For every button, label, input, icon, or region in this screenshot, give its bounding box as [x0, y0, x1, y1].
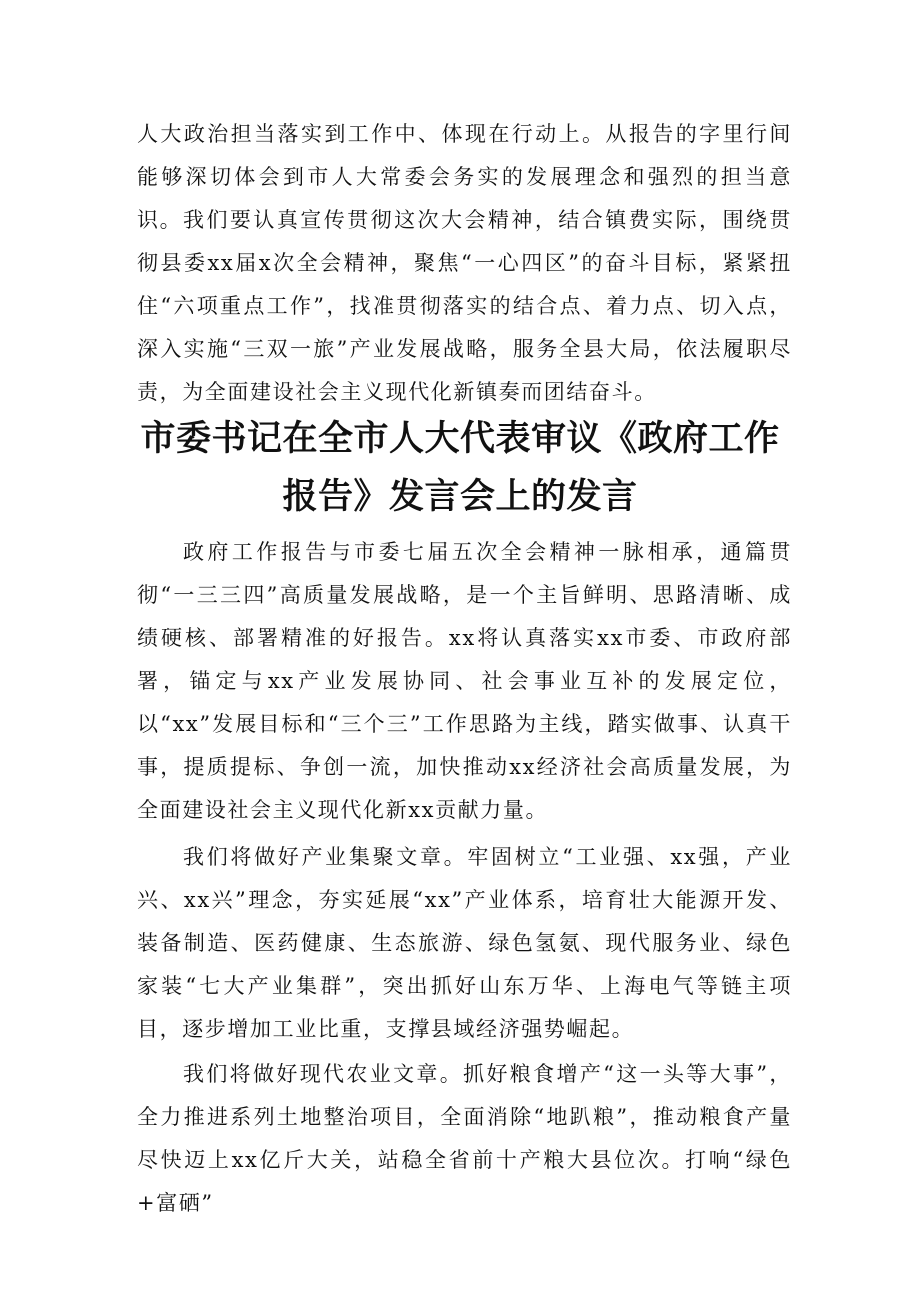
title-line-2: 报告》发言会上的发言	[282, 477, 638, 517]
title-line-1: 市委书记在全市人大代表审议《政府工作	[140, 419, 780, 459]
body-paragraph-2: 我们将做好产业集聚文章。牢固树立“工业强、xx强，产业兴、xx兴”理念，夯实延展“xx”产业体系，培育壮大能源开发、装备制造、医药健康、生态旅游、绿色氢氨、现代服务业、绿色家装“七大产业集群”，突出抓好山东万华、上海电气等链主项目，逐步增加工业比重，支撑县域经济强势崛起。	[137, 845, 792, 1041]
body-paragraph-1: 政府工作报告与市委七届五次全会精神一脉相承，通篇贯彻“一三三四”高质量发展战略，是一个主旨鲜明、思路清晰、成绩硬核、部署精准的好报告。xx将认真落实xx市委、市政府部署，锚定与xx产业发展协同、社会事业互补的发展定位，以“xx”发展目标和“三个三”工作思路为主线，踏实做事、认真干事，提质提标、争创一流，加快推动xx经济社会高质量发展，为全面建设社会主义现代化新xx贡献力量。	[137, 540, 792, 822]
intro-paragraph-2: 我们要认真宣传贯彻这次大会精神，结合镇费实际，围绕贯彻县委xx届x次全会精神，聚焦“一心四区”的奋斗目标，紧紧扭住“六项重点工作”，找准贯彻落实的结合点、着力点、切入点，深入实施“三双一旅”产业发展战略，服务全县大局，依法履职尽责，为全面建设社会主义现代化新镇奏而团结奋斗。	[137, 208, 792, 404]
page-title	[120, 410, 800, 526]
intro-paragraph-1: 人大政治担当落实到工作中、体现在行动上。从报告的字里行间能够深切体会到市人大常委会务实的发展理念和强烈的担当意识。	[137, 122, 792, 232]
body-paragraph-3: 我们将做好现代农业文章。抓好粮食增产“这一头等大事”，全力推进系列土地整治项目，全面消除“地趴粮”，推动粮食产量尽快迈上xx亿斤大关，站稳全省前十产粮大县位次。打响“绿色+富硒”	[137, 1062, 792, 1215]
